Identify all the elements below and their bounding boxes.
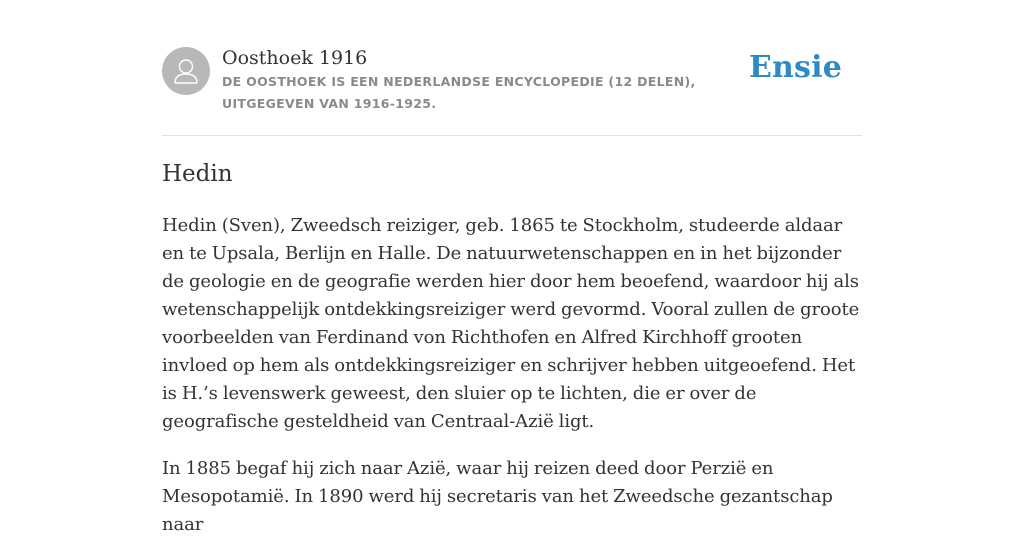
article-paragraph: Hedin (Sven), Zweedsch reiziger, geb. 1865 te Stockholm, studeerde aldaar en te Upsala, Berlijn en Halle. De natuurwetenschappen en in het bijzonder de geologie en de geografie werden hier door hem beoefend, waardoor hij als wetenschappelijk ontdekkingsreiziger werd gevormd. Vooral zullen de groote voorbeelden van Ferdinand von Richthofen en Alfred Kirchhoff grooten invloed op hem als ontdekkingsreiziger en schrijver hebben uitgeoefend. Het is H.’s levenswerk geweest, den sluier op te lichten, die er over de geografische gesteldheid van Centraal-Azië ligt.: [162, 215, 860, 432]
ensie-logo[interactable]: Ensie: [748, 50, 842, 85]
source-avatar[interactable]: [162, 47, 210, 95]
source-title[interactable]: Oosthoek 1916: [222, 47, 368, 69]
article-paragraph: In 1885 begaf hij zich naar Azië, waar hij reizen deed door Perzië en Mesopotamië. In 1890 werd hij secretaris van het Zweedsche gezantschap naar: [162, 458, 833, 535]
source-header: [162, 46, 862, 136]
article-body: [162, 212, 862, 558]
source-description: DE OOSTHOEK IS EEN NEDERLANDSE ENCYCLOPEDIE (12 DELEN), UITGEGEVEN VAN 1916-1925.: [222, 74, 696, 111]
user-icon: [162, 47, 210, 95]
article-title: Hedin: [162, 161, 233, 187]
header-divider: [162, 135, 862, 136]
